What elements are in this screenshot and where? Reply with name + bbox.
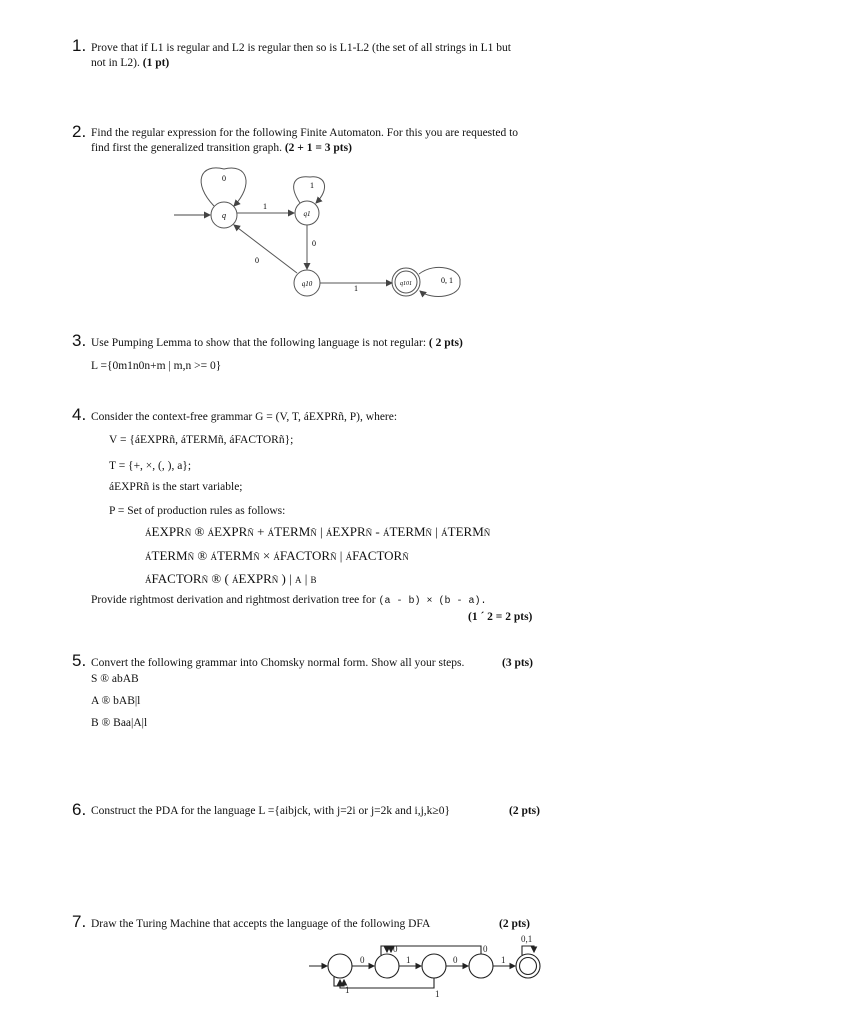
question-number: 3. — [72, 331, 87, 350]
question-4 — [72, 405, 86, 425]
dfa-state — [422, 954, 446, 978]
q101-self-loop — [419, 267, 460, 296]
question-1 — [72, 36, 86, 56]
dfa-label: 0,1 — [521, 934, 533, 944]
points-label: (3 pts) — [502, 657, 533, 669]
question-6 — [72, 800, 86, 820]
transition-label: 0, 1 — [441, 276, 453, 285]
transition-label: 0 — [312, 239, 316, 248]
transition-label: 1 — [310, 181, 314, 190]
question-5-text: Convert the following grammar into Chomsky normal form. Show all your steps. — [91, 657, 465, 669]
points-label: (1 pt) — [142, 57, 170, 69]
question-text-line: Use Pumping Lemma to show that the following language is not regular: — [91, 337, 427, 349]
dfa-label: 0 — [360, 955, 365, 965]
dfa-label: 1 — [501, 955, 506, 965]
question-number: 7. — [72, 912, 87, 931]
question-text-line: Prove that if L1 is regular and L2 is regular then so is L1-L2 (the set of all strings in L1 but — [91, 42, 511, 54]
points-label: (1 ´ 2 = 2 pts) — [468, 611, 533, 623]
finite-automaton-diagram — [170, 165, 470, 300]
grammar-intro: Consider the context-free grammar G = (V, T, áEXPRñ, P), where: — [91, 411, 398, 423]
question-5 — [72, 651, 86, 671]
grammar-start-variable: áEXPRñ is the start variable; — [109, 481, 243, 493]
grammar-productions-heading: P = Set of production rules as follows: — [109, 505, 286, 517]
state-label: q — [222, 211, 226, 220]
transition-label: 1 — [263, 202, 267, 211]
dfa-label: 1 — [406, 955, 411, 965]
derivation-task — [91, 593, 486, 609]
state-label: q1 — [303, 210, 311, 218]
question-text-line: not in L2). — [91, 57, 140, 69]
dfa-back-transition — [340, 978, 434, 988]
question-1-text — [91, 41, 561, 71]
dfa-state — [375, 954, 399, 978]
grammar-terminals: T = {+, ×, (, ), a}; — [109, 460, 192, 472]
transition-q10-q — [234, 225, 297, 273]
dfa-back-transition — [387, 946, 481, 954]
production-rule: áFACTORñ ® ( áEXPRñ ) | a | b — [145, 571, 317, 586]
dfa-label: 0 — [453, 955, 458, 965]
cnf-rule: B ® Baa|A|l — [91, 717, 148, 729]
production-rule: áTERMñ ® áTERMñ × áFACTORñ | áFACTORñ — [145, 548, 409, 563]
question-3-text — [91, 336, 561, 351]
question-2-text — [91, 126, 561, 156]
question-number: 5. — [72, 651, 87, 670]
expression: (a - b) × (b - a). — [378, 596, 487, 607]
transition-label: 1 — [354, 284, 358, 293]
question-6-text: Construct the PDA for the language L ={aibjck, with j=2i or j=2k and i,j,k≥0} — [91, 805, 450, 817]
cnf-rule: S ® abAB — [91, 673, 139, 685]
transition-label: 0 — [222, 174, 226, 183]
question-number: 6. — [72, 800, 87, 819]
cnf-rule: A ® bAB|l — [91, 695, 141, 707]
state-label: q10 — [301, 280, 313, 288]
language-definition: L ={0m1n0n+m | m,n >= 0} — [91, 360, 222, 372]
points-label: ( 2 pts) — [428, 337, 463, 349]
question-7-text: Draw the Turing Machine that accepts the language of the following DFA — [91, 918, 431, 930]
question-number: 4. — [72, 405, 87, 424]
question-text-line: Find the regular expression for the following Finite Automaton. For this you are requested to — [91, 127, 519, 139]
accepting-ring — [520, 958, 537, 975]
points-label: (2 + 1 = 3 pts) — [284, 142, 352, 154]
question-number: 2. — [72, 122, 87, 141]
question-3 — [72, 331, 86, 351]
state-label: q101 — [400, 281, 412, 287]
question-text-line: find first the generalized transition graph. — [91, 142, 282, 154]
dfa-diagram — [305, 930, 555, 1000]
dfa-label: 1 — [345, 985, 350, 995]
task-text: Provide rightmost derivation and rightmost derivation tree for — [91, 594, 376, 606]
question-number: 1. — [72, 36, 87, 55]
points-label: (2 pts) — [509, 805, 540, 817]
transition-label: 0 — [255, 256, 259, 265]
dfa-state — [469, 954, 493, 978]
dfa-label: 0 — [393, 944, 398, 954]
dfa-label: 1 — [435, 989, 440, 999]
dfa-label: 0 — [483, 944, 488, 954]
production-rule: áEXPRñ ® áEXPRñ + áTERMñ | áEXPRñ - áTERMñ | áTERMñ — [145, 524, 491, 539]
question-7 — [72, 912, 86, 932]
question-2 — [72, 122, 86, 142]
points-label: (2 pts) — [499, 918, 530, 930]
grammar-variables: V = {áEXPRñ, áTERMñ, áFACTORñ}; — [109, 434, 294, 446]
dfa-state — [328, 954, 352, 978]
